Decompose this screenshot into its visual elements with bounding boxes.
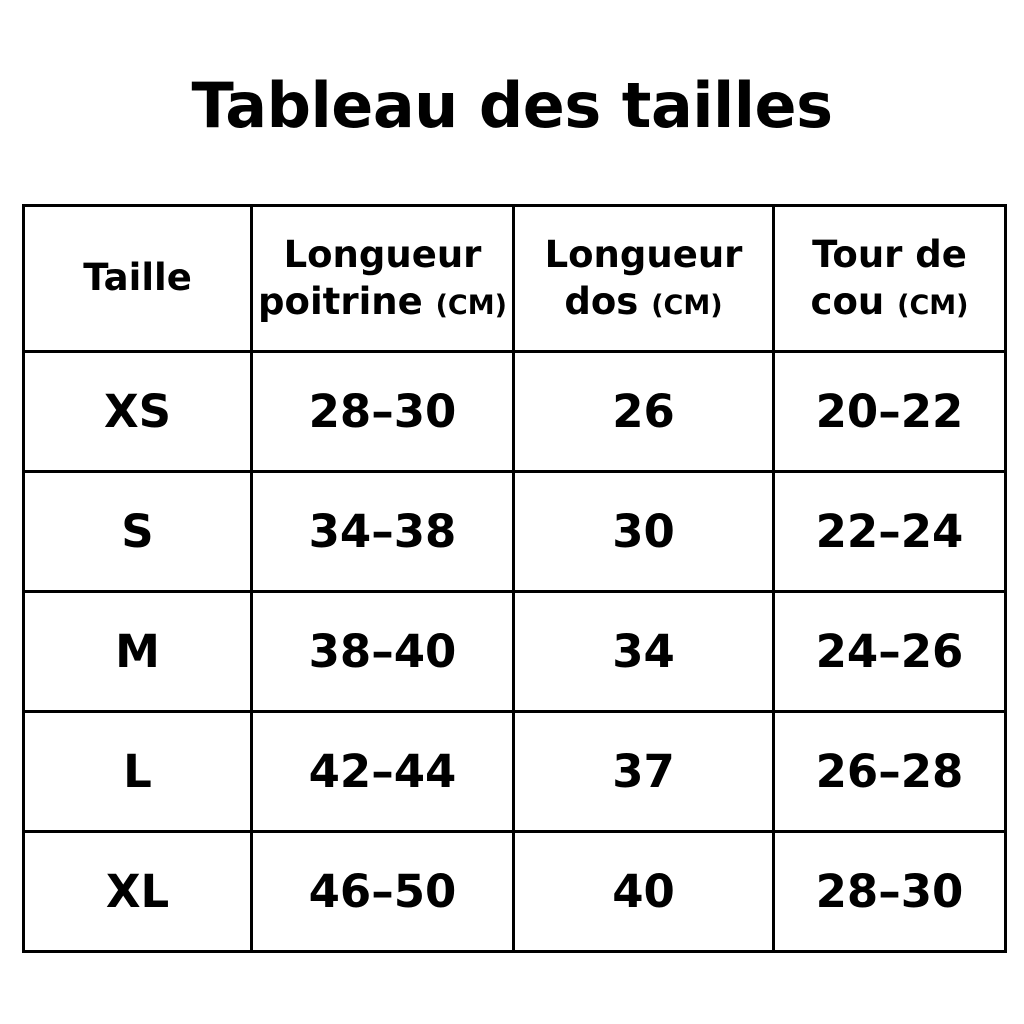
cell-chest: 42–44 [252, 712, 514, 832]
cell-chest: 38–40 [252, 592, 514, 712]
table-row [24, 352, 1006, 472]
column-header-longueur-poitrine-line2 [253, 279, 512, 325]
column-header-longueur-poitrine-line1: Longueur [283, 233, 482, 277]
page-title: Tableau des tailles [191, 69, 833, 142]
cell-size: S [24, 472, 252, 592]
table-row [24, 472, 1006, 592]
cell-chest: 46–50 [252, 832, 514, 952]
column-header-longueur-dos-line2-text: dos [564, 279, 639, 323]
column-header-tour-de-cou-line2-text: cou [810, 279, 885, 323]
size-chart-table [22, 204, 1007, 953]
table-row [24, 592, 1006, 712]
column-header-tour-de-cou [774, 206, 1006, 352]
cell-chest: 34–38 [252, 472, 514, 592]
column-header-longueur-poitrine-line2-text: poitrine [258, 279, 423, 323]
table-row [24, 712, 1006, 832]
cell-neck: 22–24 [774, 472, 1006, 592]
cell-back: 26 [514, 352, 774, 472]
table-body [24, 352, 1006, 952]
column-header-taille-line1: Taille [83, 256, 192, 300]
table-header [24, 206, 1006, 352]
cell-size: XS [24, 352, 252, 472]
cell-back: 37 [514, 712, 774, 832]
cell-neck: 24–26 [774, 592, 1006, 712]
size-chart-table-wrapper [22, 204, 1004, 953]
column-header-longueur-dos-line2 [515, 279, 772, 325]
column-header-longueur-dos [514, 206, 774, 352]
cell-neck: 20–22 [774, 352, 1006, 472]
cell-size: XL [24, 832, 252, 952]
column-header-longueur-poitrine-unit: (CM) [435, 289, 507, 321]
cell-size: L [24, 712, 252, 832]
cell-chest: 28–30 [252, 352, 514, 472]
cell-neck: 28–30 [774, 832, 1006, 952]
cell-size: M [24, 592, 252, 712]
column-header-tour-de-cou-unit: (CM) [897, 289, 969, 321]
table-row [24, 832, 1006, 952]
column-header-longueur-dos-unit: (CM) [651, 289, 723, 321]
column-header-tour-de-cou-line1: Tour de [812, 233, 967, 277]
column-header-tour-de-cou-line2 [775, 279, 1004, 325]
column-header-longueur-dos-line1: Longueur [544, 233, 743, 277]
cell-back: 40 [514, 832, 774, 952]
cell-back: 30 [514, 472, 774, 592]
cell-back: 34 [514, 592, 774, 712]
column-header-longueur-poitrine [252, 206, 514, 352]
table-header-row [24, 206, 1006, 352]
column-header-taille [24, 206, 252, 352]
cell-neck: 26–28 [774, 712, 1006, 832]
